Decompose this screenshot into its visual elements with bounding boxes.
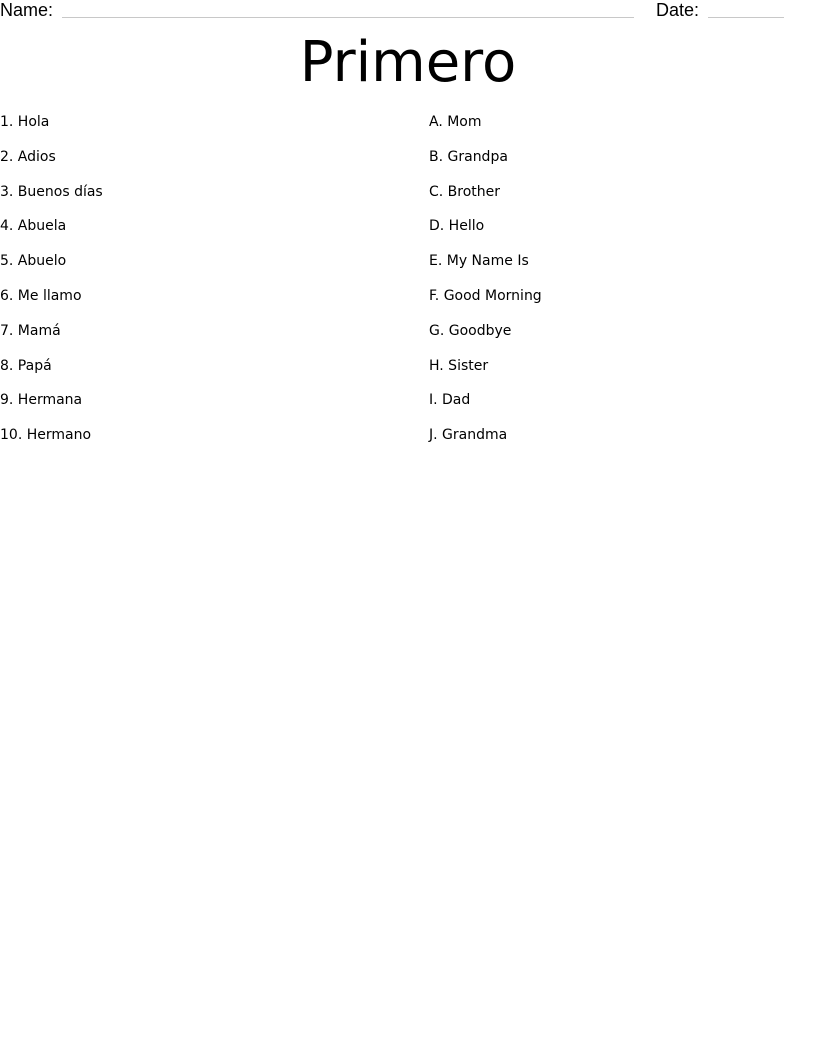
terms-list <box>0 112 400 460</box>
page-title: Primero <box>299 30 517 95</box>
date-label: Date: <box>656 0 700 20</box>
definition-item: H. Sister <box>429 357 489 374</box>
term-item: 2. Adios <box>0 148 56 165</box>
definition-item: B. Grandpa <box>429 148 508 165</box>
definitions-list <box>429 112 809 460</box>
definition-item: E. My Name Is <box>429 253 529 270</box>
term-item: 6. Me llamo <box>0 287 82 304</box>
name-blank-line <box>62 17 634 18</box>
definition-item: C. Brother <box>429 183 501 200</box>
definition-item: I. Dad <box>429 392 471 409</box>
term-item: 1. Hola <box>0 114 50 130</box>
term-item: 3. Buenos días <box>0 183 103 200</box>
definition-item: G. Goodbye <box>429 322 512 339</box>
definition-item: A. Mom <box>429 114 482 130</box>
term-item: 5. Abuelo <box>0 253 67 270</box>
definition-item: J. Grandma <box>429 427 508 444</box>
date-blank-line <box>708 17 784 18</box>
worksheet-header <box>0 0 816 24</box>
term-item: 8. Papá <box>0 357 52 374</box>
term-item: 4. Abuela <box>0 218 67 235</box>
name-label: Name: <box>0 0 54 20</box>
definition-item: F. Good Morning <box>429 287 542 304</box>
term-item: 10. Hermano <box>0 427 92 444</box>
term-item: 9. Hermana <box>0 392 83 409</box>
definition-item: D. Hello <box>429 218 485 235</box>
term-item: 7. Mamá <box>0 322 61 339</box>
